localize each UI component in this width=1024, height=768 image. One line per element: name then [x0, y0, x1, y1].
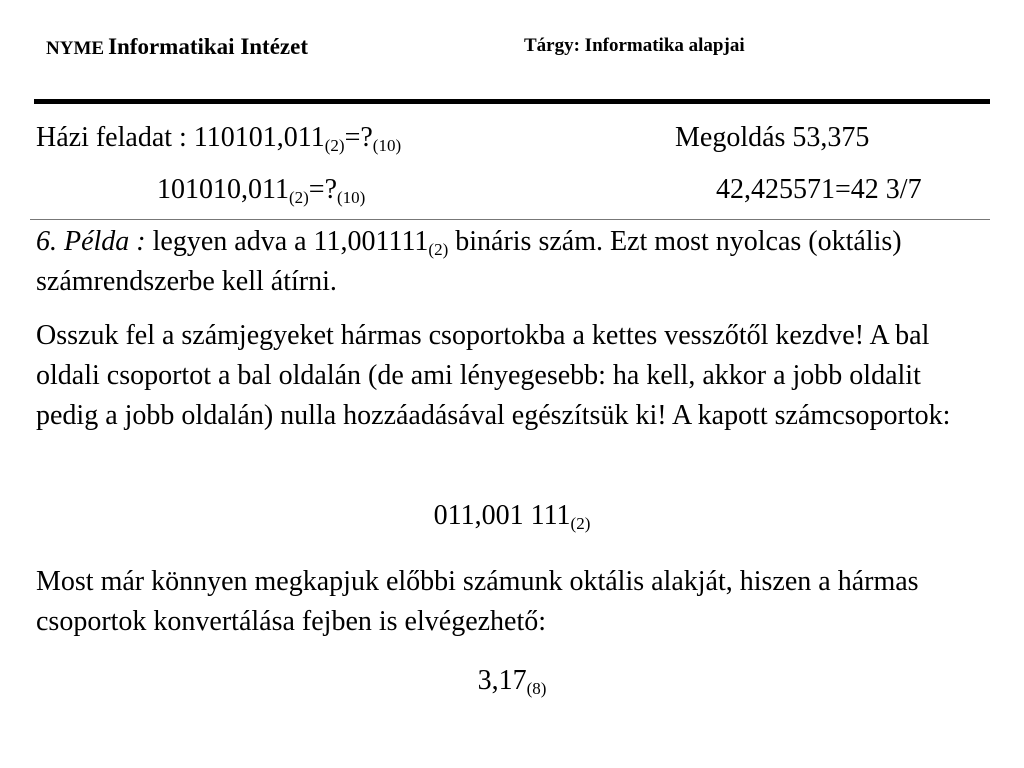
institute-name: Informatikai Intézet	[108, 34, 308, 59]
section-divider	[30, 219, 990, 220]
institute-abbr: NYME	[46, 38, 105, 59]
conversion-paragraph: Most már könnyen megkapjuk előbbi számunk oktális alakját, hiszen a hármas csoportok konvertálása fejben is elvégezhető:	[36, 566, 919, 637]
solution-line-1: Megoldás 53,375	[675, 122, 870, 153]
homework-line-2: $101010,011_{(2)}=?_{(10)}$	[157, 174, 366, 207]
binary-groups: 011,001 $111_{(2)}$	[433, 500, 591, 533]
institute-header	[46, 34, 308, 60]
example-paragraph: 6. Példa : legyen adva a $11,001111_{(2)}$ bináris szám. Ezt most nyolcas (oktális) számrendszerbe kell átírni.	[36, 226, 902, 297]
example-label: 6. Példa :	[36, 226, 146, 257]
octal-result: $3,17_{(8)}$	[477, 665, 547, 698]
solution-line-2: 42,425571=42 3/7	[716, 174, 922, 205]
grouping-paragraph: Osszuk fel a számjegyeket hármas csoportokba a kettes vesszőtől kezdve! A bal oldali csoportot a bal oldalán (de ami lényegesebb: ha kell, akkor a jobb oldalit pedig a jobb oldalán) nulla hozzáadásával egészítsük ki! A kapott számcsoportok:	[36, 320, 951, 431]
homework-line-1: Házi feladat : $110101,011_{(2)}=?_{(10)}$	[36, 122, 402, 155]
subject-header: Tárgy: Informatika alapjai	[524, 35, 745, 56]
header-divider	[34, 99, 990, 104]
